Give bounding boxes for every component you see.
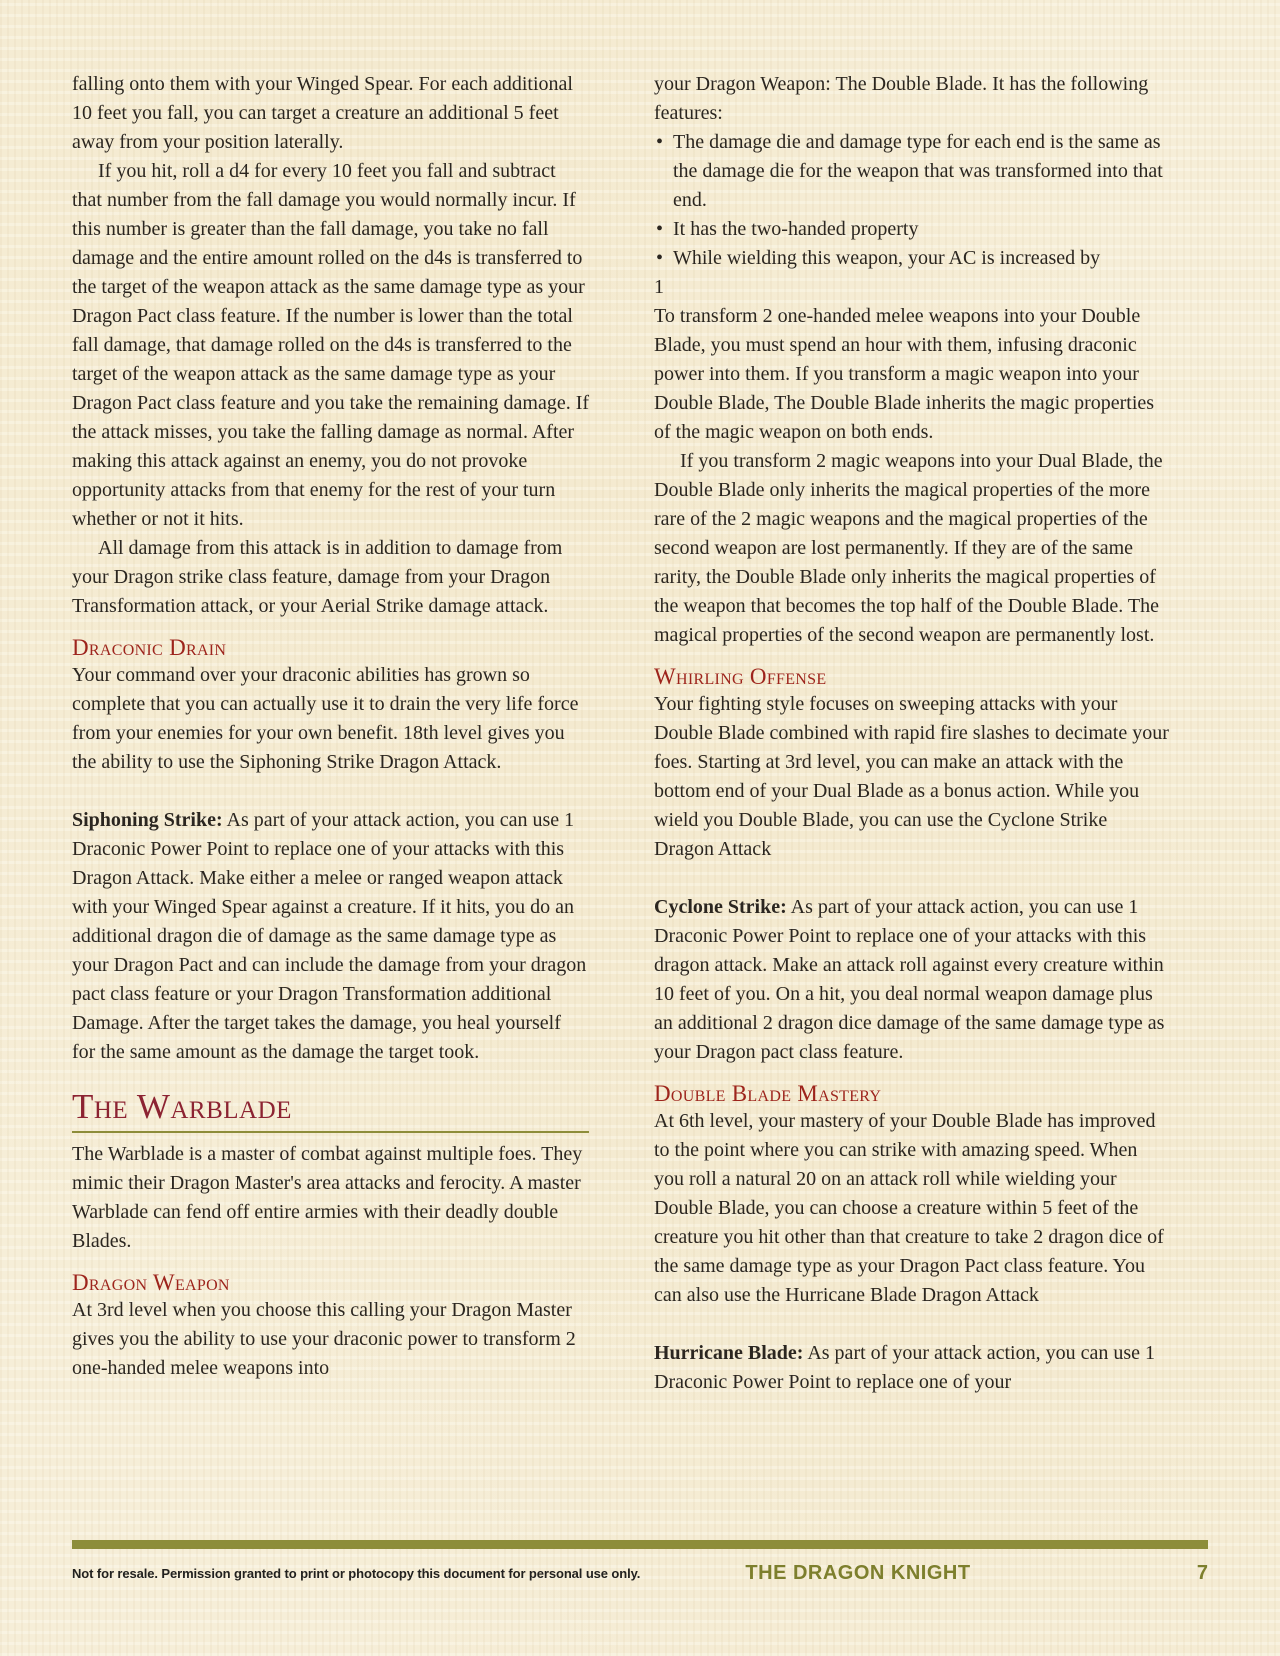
page-footer [72,1540,1208,1586]
feature-paragraph-siphoning-strike [72,806,589,1067]
footer-row [72,1562,1208,1586]
right-column [654,70,1171,1397]
section-heading-double-blade-mastery: Double Blade Mastery [654,1081,882,1106]
list-item-text: It has the two-handed property [673,218,919,240]
feature-name: Siphoning Strike: [72,809,223,831]
body-paragraph: The Warblade is a master of combat against multiple foes. They mimic their Dragon Master's area attacks and ferocity. A master Warblade can fend off entire armies with their deadly double Blades. [72,1143,583,1252]
left-column [72,70,589,1383]
feature-text: As part of your attack action, you can use 1 Draconic Power Point to replace one of your [654,1342,1155,1393]
bullet-icon: • [656,218,664,240]
body-paragraph: your Dragon Weapon: The Double Blade. It has the following features: [654,73,1149,124]
body-paragraph: Your fighting style focuses on sweeping attacks with your Double Blade combined with rapid fire slashes to decimate your foes. Starting at 3rd level, you can make an attack with the bottom end of your Dual Blade as a bonus action. While you wield you Double Blade, you can use the Cyclone Strike Dragon Attack [654,693,1169,860]
feature-text: As part of your attack action, you can use 1 Draconic Power Point to replace one of your attacks with this dragon attack. Make an attack roll against every creature within 10 feet of you. On a hit, you deal normal weapon damage plus an additional 2 dragon dice damage of the same damage type as your Dragon pact class feature. [654,896,1165,1063]
section-heading-dragon-weapon: Dragon Weapon [72,1270,230,1295]
list-item-text: While wielding this weapon, your AC is increased by [673,247,1101,269]
section-heading-whirling-offense: Whirling Offense [654,664,827,689]
body-paragraph: Your command over your draconic abilities has grown so complete that you can actually use it to drain the very life force from your enemies for your own benefit. 18th level gives you the ability to use the Siphoning Strike Dragon Attack. [72,664,579,773]
body-paragraph: 1 [654,276,664,298]
body-paragraph: falling onto them with your Winged Spear. For each additional 10 feet you fall, you can target a creature an additional 5 feet away from your position laterally. [72,73,573,153]
copyright-notice: Not for resale. Permission granted to print or photocopy this document for personal use only. [72,1566,641,1581]
body-paragraph: To transform 2 one-handed melee weapons into your Double Blade, you must spend an hour with them, infusing draconic power into them. If you transform a magic weapon into your Double Blade, The Double Blade inherits the magic properties of the magic weapon on both ends. [654,305,1155,443]
list-item [654,244,1171,273]
main-heading-the-warblade: The Warblade [72,1087,589,1133]
list-item [654,215,1171,244]
section-heading-draconic-drain: Draconic Drain [72,635,227,660]
list-item-text: The damage die and damage type for each end is the same as the damage die for the weapon that was transformed into that end. [673,131,1163,211]
list-item [654,128,1171,215]
body-paragraph: At 6th level, your mastery of your Double Blade has improved to the point where you can strike with amazing speed. When you roll a natural 20 on an attack roll while wielding your Double Blade, you can choose a creature within 5 feet of the creature you hit other than that creature to take 2 dragon dice of the same damage type as your Dragon Pact class feature. You can also use the Hurricane Blade Dragon Attack [654,1110,1164,1306]
body-paragraph: At 3rd level when you choose this calling your Dragon Master gives you the ability to use your draconic power to transform 2 one-handed melee weapons into [72,1299,576,1379]
feature-text: As part of your attack action, you can use 1 Draconic Power Point to replace one of your attacks with this Dragon Attack. Make either a melee or ranged weapon attack with your Winged Spear against a creature. If it hits, you do an additional dragon die of damage as the same damage type as your Dragon Pact and can include the damage from your dragon pact class feature or your Dragon Transformation additional Damage. After the target takes the damage, you heal yourself for the same amount as the damage the target took. [72,809,587,1063]
document-title: THE DRAGON KNIGHT [745,1562,971,1584]
body-paragraph: If you hit, roll a d4 for every 10 feet you fall and subtract that number from the fall damage you would normally incur. If this number is greater than the fall damage, you take no fall damage and the entire amount rolled on the d4s is transferred to the target of the weapon attack as the same damage type as your Dragon Pact class feature. If the number is lower than the total fall damage, that damage rolled on the d4s is transferred to the target of the weapon attack as the same damage type as your Dragon Pact class feature and you take the remaining damage. If the attack misses, you take the falling damage as normal. After making this attack against an enemy, you do not provoke opportunity attacks from that enemy for the rest of your turn whether or not it hits. [72,160,590,530]
bullet-icon: • [656,247,664,269]
feature-paragraph-hurricane-blade [654,1339,1171,1397]
body-paragraph: If you transform 2 magic weapons into your Dual Blade, the Double Blade only inherits the magical properties of the more rare of the 2 magic weapons and the magical properties of the second weapon are lost permanently. If they are of the same rarity, the Double Blade only inherits the magical properties of the weapon that becomes the top half of the Double Blade. The magical properties of the second weapon are permanently lost. [654,450,1163,646]
feature-name: Hurricane Blade: [654,1342,804,1364]
footer-rule [72,1540,1208,1549]
body-paragraph: All damage from this attack is in addition to damage from your Dragon strike class feature, damage from your Dragon Transformation attack, or your Aerial Strike damage attack. [72,537,563,617]
feature-paragraph-cyclone-strike [654,893,1171,1067]
feature-bullet-list [654,128,1171,273]
page-number: 7 [1196,1562,1208,1584]
feature-name: Cyclone Strike: [654,896,787,918]
bullet-icon: • [656,131,664,153]
